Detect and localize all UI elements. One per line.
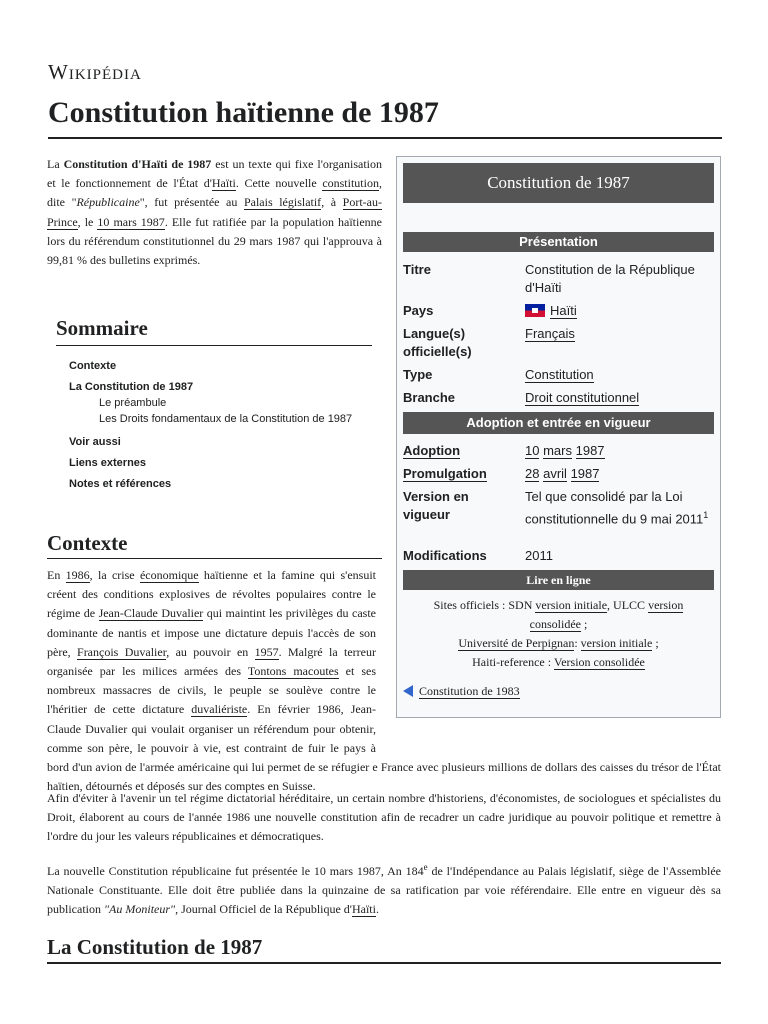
infobox-band-presentation: Présentation	[403, 232, 714, 252]
text-italic: "Au Moniteur"	[104, 902, 176, 917]
infobox-label-modifications: Modifications	[403, 548, 487, 563]
infobox-band-lire-en-ligne: Lire en ligne	[403, 570, 714, 590]
text: La	[47, 157, 64, 171]
link-month[interactable]: avril	[543, 466, 567, 481]
section-divider	[47, 962, 721, 964]
subject-bold: Constitution d'Haïti de 1987	[63, 157, 212, 171]
link-month[interactable]: mars	[543, 443, 572, 458]
wikipedia-wordmark[interactable]: Wikipédia	[48, 60, 142, 84]
text: :	[574, 636, 581, 650]
text: , le	[77, 214, 98, 229]
reference-link[interactable]: 1	[703, 510, 709, 520]
infobox-label-branche: Branche	[403, 390, 456, 405]
text: et ses nombreux massacres de civils, le peuple se soulève contre le l'héritier de cette dictature	[47, 664, 377, 717]
link-economique[interactable]: économique	[139, 568, 199, 582]
infobox-value-type	[525, 366, 715, 384]
infobox-value-adoption	[525, 442, 715, 460]
infobox-label-pays: Pays	[403, 303, 434, 318]
page-title: Constitution haïtienne de 1987	[48, 96, 439, 129]
infobox-lire-line-2	[403, 634, 714, 653]
link-haiti[interactable]: Haïti	[351, 902, 376, 917]
toc-heading: Sommaire	[56, 316, 372, 346]
text: Tel que consolidé par la Loi constitutionnelle du 9 mai 2011	[525, 489, 704, 527]
infobox-value-langue	[525, 325, 715, 343]
text: de l'Indépendance au Palais législatif, siège de l'Assemblée Nationale Constituante. Elle doit être publiée dans la quinzaine de sa ratification par voie référendaire. Elle entre en vigueur dès sa publication	[47, 864, 721, 917]
haiti-flag-icon	[525, 304, 545, 317]
text-italic: Républicaine	[76, 195, 140, 210]
link-date[interactable]: 10 mars 1987	[97, 214, 165, 229]
link-constitution-1983[interactable]: Constitution de 1983	[419, 684, 520, 698]
text: , la crise	[89, 568, 140, 582]
link-version-consolidee[interactable]: version consolidée	[529, 598, 684, 631]
infobox-value-promulgation	[525, 465, 715, 483]
toc-item-liens-externes[interactable]: Liens externes	[69, 457, 147, 469]
contexte-paragraph-2: Afin d'éviter à l'avenir un tel régime dictatorial héréditaire, un certain nombre d'historiens, d'économistes, de sociologues et spécialistes du Droit, élaborent au cours de l'année 1986 une nouvelle constitution afin de recadrer un cadre juridique au pouvoir politique et remettre à l'ordre du jour les valeurs républicaines et démocratiques.	[47, 791, 721, 844]
link-1957[interactable]: 1957	[254, 644, 279, 659]
link-constitution[interactable]: constitution	[322, 176, 379, 191]
text: , ULCC	[607, 598, 649, 612]
infobox-label-promulgation	[403, 465, 487, 483]
infobox-label-titre: Titre	[403, 262, 431, 277]
toc-item-constitution-1987[interactable]: La Constitution de 1987	[69, 381, 194, 393]
link-promulgation[interactable]: Promulgation	[403, 466, 487, 481]
infobox-value-modifications: 2011	[525, 548, 553, 563]
link-palais-legislatif[interactable]: Palais législatif	[243, 195, 322, 210]
infobox-label-type: Type	[403, 367, 433, 382]
toc-item-notes[interactable]: Notes et références	[69, 478, 172, 490]
superscript: e	[423, 862, 428, 872]
infobox	[396, 156, 721, 718]
text: La nouvelle Constitution républicaine fut présentée le 10 mars 1987, An 184	[47, 864, 424, 878]
section-heading-constitution-1987: La Constitution de 1987	[47, 935, 263, 959]
infobox-lire-line-1	[403, 596, 714, 634]
title-divider	[48, 137, 722, 139]
link-pays-haiti[interactable]: Haïti	[550, 303, 577, 318]
infobox-value-titre: Constitution de la République d'Haïti	[525, 262, 695, 295]
link-universite-perpignan[interactable]: Université de Perpignan	[458, 636, 575, 650]
intro-paragraph	[47, 155, 382, 270]
infobox-band-adoption: Adoption et entrée en vigueur	[403, 412, 714, 434]
infobox-label-adoption	[403, 442, 460, 460]
text: En	[47, 568, 66, 582]
link-version-consolidee[interactable]: Version consolidée	[553, 655, 645, 669]
text: ;	[580, 617, 588, 631]
text: Sites officiels : SDN	[433, 598, 536, 612]
link-haiti[interactable]: Haïti	[211, 176, 236, 191]
text: . Cette nouvelle	[235, 176, 323, 191]
text: ", fut présentée au	[139, 195, 244, 210]
infobox-title: Constitution de 1987	[403, 163, 714, 203]
link-year[interactable]: 1987	[575, 443, 605, 458]
contexte-paragraph-3	[47, 858, 721, 920]
infobox-label-langue: Langue(s) officielle(s)	[403, 326, 472, 359]
text: . Elle fut ratifiée par la population haïtienne lors du référendum constitutionnel du 29 mars 1987 qui l'approuva à 99,81 % des bulletins exprimés.	[47, 214, 382, 268]
text: , au pouvoir en	[166, 644, 255, 659]
link-day[interactable]: 10	[525, 443, 540, 458]
link-francois-duvalier[interactable]: François Duvalier	[77, 644, 167, 659]
infobox-value-branche	[525, 389, 715, 407]
link-adoption[interactable]: Adoption	[403, 443, 461, 458]
link-year[interactable]: 1987	[570, 466, 600, 481]
text: , dite "	[47, 176, 382, 210]
link-jean-claude-duvalier[interactable]: Jean-Claude Duvalier	[98, 606, 204, 621]
section-heading-contexte: Contexte	[47, 531, 128, 555]
text: Haiti-reference :	[472, 655, 554, 669]
text: , Journal Officiel de la République d'	[175, 902, 352, 917]
infobox-lire-line-3	[403, 653, 714, 672]
toc-subitem-preambule[interactable]: Le préambule	[99, 397, 167, 409]
text: . En février 1986, Jean-Claude Duvalier qui voulait organiser un référendum pour obtenir, comme son père, le pouvoir à vie, est contraint de fuir le pays à bord d'un avion de l'armée américaine qui lui permet de se réfugier e France avec plusieurs millions de dollars des caisses du trésor de l'État haïtien, détournés et déposés sur des comptes en Suisse.	[47, 702, 721, 794]
link-tontons-macoutes[interactable]: Tontons macoutes	[247, 664, 339, 679]
text: est un texte qui fixe l'organisation et le fonctionnement de l'État d'	[47, 157, 382, 191]
infobox-label-version: Version en vigueur	[403, 489, 469, 522]
text: haïtienne et la famine qui s'ensuit créent des conditions explosives de révoltes populaires contre le régime de	[47, 568, 376, 621]
link-version-initiale[interactable]: version initiale	[535, 598, 608, 612]
link-version-initiale[interactable]: version initiale	[580, 636, 653, 650]
link-1986[interactable]: 1986	[65, 568, 90, 582]
text: ;	[652, 636, 659, 650]
text: qui maintint les privilèges du caste dominante de nantis et impose une dictature depuis l'accès de son père,	[47, 606, 376, 659]
table-of-contents	[56, 316, 372, 492]
link-constitution[interactable]: Constitution	[525, 367, 594, 382]
link-duvalieriste[interactable]: duvaliériste	[191, 702, 248, 717]
toc-subitem-droits[interactable]: Les Droits fondamentaux de la Constitution de 1987	[99, 413, 353, 425]
toc-item-contexte[interactable]: Contexte	[69, 360, 117, 372]
link-port-au-prince[interactable]: Port-au-Prince	[47, 195, 382, 229]
infobox-value-version	[525, 488, 715, 528]
text: , à	[321, 195, 343, 210]
text: . Malgré la terreur organisée par les milices armées des	[47, 644, 376, 679]
infobox-previous[interactable]	[403, 684, 520, 699]
arrow-left-icon	[403, 685, 413, 697]
link-droit-constitutionnel[interactable]: Droit constitutionnel	[525, 390, 640, 405]
text: .	[375, 902, 379, 917]
link-francais[interactable]: Français	[525, 326, 575, 341]
toc-item-voir-aussi[interactable]: Voir aussi	[69, 436, 121, 448]
link-day[interactable]: 28	[525, 466, 540, 481]
infobox-value-pays	[525, 302, 715, 320]
section-divider	[47, 558, 382, 559]
